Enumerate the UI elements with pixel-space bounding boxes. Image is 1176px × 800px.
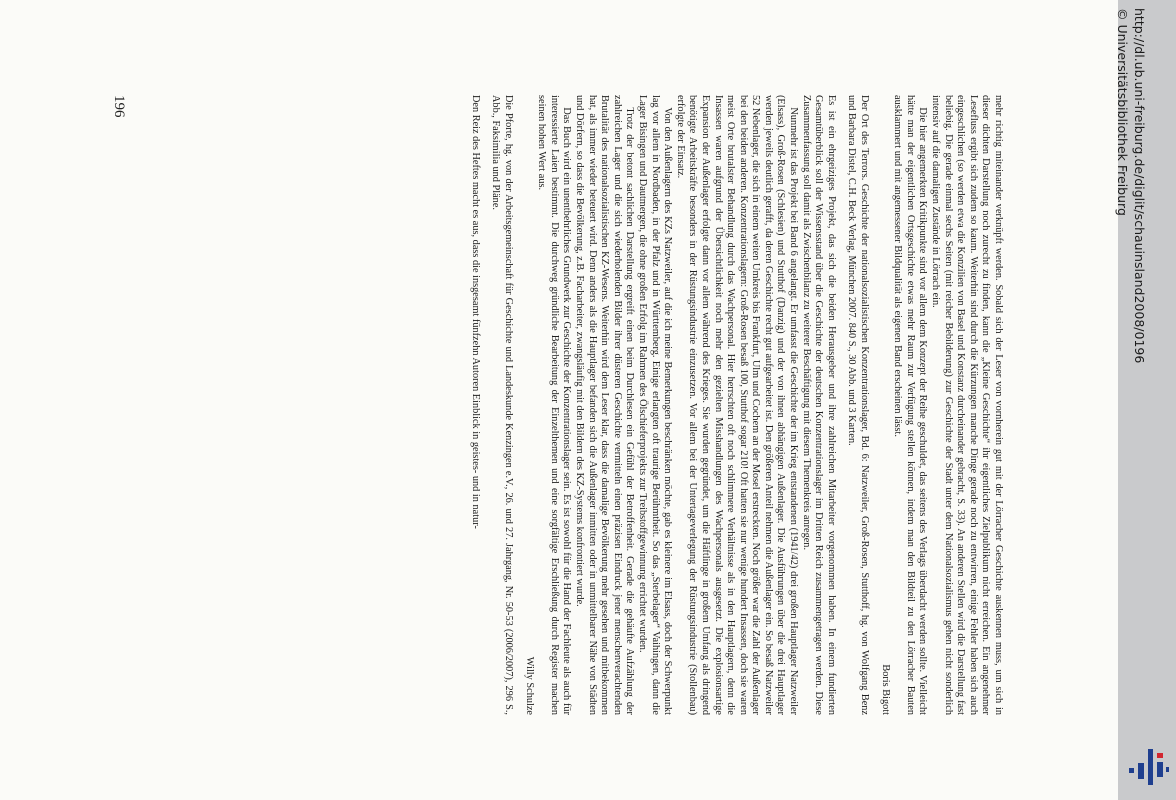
logo-bar-3 <box>1148 749 1153 785</box>
source-url[interactable]: http://dl.ub.uni-freiburg.de/diglit/schauinsland2008/0196 <box>1132 8 1147 364</box>
paragraph: Das Buch wird ein unentbehrliches Grundwerk zur Geschichte der Konzentrationslager sein. Es ist sowohl für die Hand der Fachleute als auch für interessierte Laien bestimmt. Die durchweg gründliche Bearbeitung der Einzelthemen und eine sorgfältige Erschließung durch Register machen seinen hohen Wert aus. <box>536 95 573 715</box>
text-column <box>144 95 1004 715</box>
paragraph: Willy Schulze <box>523 656 535 715</box>
logo-bar-6 <box>1166 767 1169 772</box>
copyright-notice: © Universitätsbibliothek Freiburg <box>1115 8 1130 216</box>
logo-bar-4 <box>1157 762 1163 777</box>
sidebar-text <box>1114 8 1148 793</box>
paragraph: Von den Außenlagern des KZs Natzweiler, auf die ich meine Bemerkungen beschränken möchte, gab es kleinere im Elsass, doch der Schwerpunkt lag vor allem in Nordbaden, in der Pfalz und in Württemberg. Einige erlangten oft traurige Berühmtheit. So das „Sterbelager“ Vaihingen, dann die Lager Bisingen und Dautmergen, die ohne großen Erfolg im Rahmen des Ölschieferprojekts zur Treibstoffgewinnung errichtet wurden. <box>636 95 674 715</box>
logo-bar-1 <box>1129 768 1134 773</box>
paragraph: Der Ort des Terrors. Geschichte der nationalsozialistischen Konzentrationslager, Bd. 6: Natzweiler, Groß-Rosen, Stutthoff, hg. von Wolfgang Benz und Barbara Distel, C.H. Beck Verlag, München 2007. 840 S., 30 Abb. und 3 Karten. <box>846 95 871 715</box>
logo-bar-2 <box>1138 763 1144 779</box>
rotated-page-content <box>104 95 1004 715</box>
paragraph: mehr richtig miteinander verknüpft werden. Sobald sich der Leser von vornherein gut mit der Lörracher Geschichte auskennen muss, um sich in dieser dichten Darstellung noch zurecht zu finden, kann die „Kleine Geschichte“ ihr eigentliches Zielpublikum nicht erreichen. Ein angenehmer Lesefluss ergibt sich zudem so kaum. Weiterhin sind durch die Kürzungen manche Dinge gerade noch zu entwirren, einige Fehler haben sich auch eingeschlichen (so werden etwa die Konzilien von Basel und Konstanz durcheinander gebracht, S. 33). An anderen Stellen wird die Darstellung fast beliebig. Die gerade einmal sechs Seiten (mit reicher Bebilderung) zur Geschichte der Stadt unter dem Nationalsozialismus gehen nicht sonderlich intensiv auf die damaligen Zustände in Lörrach ein. <box>930 95 1004 715</box>
page-number: 196 <box>111 95 127 118</box>
paragraph: Die Pforte, hg. von der Arbeitsgemeinschaft für Geschichte und Landeskunde Kenzingen e.V., 26. und 27. Jahrgang, Nr. 50-53 (2006/2007), 296 S., Abb., Faksimilia und Pläne. <box>490 95 515 715</box>
paragraph: Nunmehr ist das Projekt bei Band 6 angelangt. Er umfasst die Geschichte der im Krieg entstandenen (1941/42) drei großen Hauptlager Natzweiler (Elsass), Groß-Rosen (Schlesien) und Stutthof (Danzig) und der von ihnen abhängigen Außenlager. Die Ausführungen über die drei Hauptlager werden jeweils deutlich gerafft, da deren Geschichte recht gut aufgearbeitet ist. Den größeren Anteil nehmen die Außenlager ein. So besaß Natzweiler 52 Nebenlager, die sich in einem weiten Umkreis bis Frankfurt, Ulm und Cochem an der Mosel erstreckten. Noch größer war die Zahl der Außenlager bei den beiden anderen. Konzentrationslagern: Groß-Rosen besaß 100, Stutthof sogar 210! Oft hatten sie nur wenige hundert Insassen, doch sie waren meist Orte brutalster Behandlung durch das Wachpersonal. Hier herrschten oft noch schlimmere Verhältnisse als in den Hauptlagern, denn die Insassen waren aufgrund der Übersichtlichkeit noch mehr den gezielten Misshandlungen des Wachpersonals ausgesetzt. Die explosionsartige Expansion der Außenlager erfolgte dann vor allem während des Krieges. Sie wurden gegründet, um die Häftlinge in großem Umfang als dringend benötigte Arbeitskräfte besonders in der Rüstungsindustrie einzusetzen. Vor allem bei der Untertageverlegung der Rüstungsindustrie (Stollenbau) erfolgte der Einsatz. <box>674 95 800 715</box>
library-logo-icon <box>1126 745 1170 789</box>
paragraph: Die hier angemerkten Kritikpunkte sind vor allem dem Konzept der Reihe geschuldet, das seitens des Verlags überdacht werden sollte. Vielleicht hätte man der eigentlichen Ortsgeschichte etwas mehr Raum zur Verfügung stellen können, indem man den Bildteil zu den Lörracher Bauten ausklammert und mit angemessener Bildqualität als eigenen Band erscheinen lässt. <box>892 95 929 715</box>
paragraph: Es ist ein ehrgeiziges Projekt, das sich die beiden Herausgeber und ihre zahlreichen Mitarbeiter vorgenommen haben. In einem fundierten Gesamtüberblick soll der Wissensstand über die Geschichte der deutschen Konzentrationslager im Dritten Reich zusammengetragen werden. Diese Zusammenfassung soll damit als Zwischenbilanz zu weiterer Beschäftigung mit diesem Themenkreis anregen. <box>800 95 837 715</box>
paragraph: Den Reiz des Heftes macht es aus, dass die insgesamt fünfzehn Autoren Einblick in geistes- und in natur- <box>469 95 481 529</box>
paragraph: Boris Bigott <box>879 664 891 715</box>
logo-bar-5 <box>1157 753 1163 758</box>
paragraph: Trotz der betont sachlichen Darstellung ergreift einen beim Durchlesen ein Gefühl der Betroffenheit. Gerade die gehäufte Aufzählung der zahlreichen Lager und die sich wiederholenden Bilder ihrer düsteren Geschichte vermitteln einen präzisen Eindruck jener menschenverachtenden Brutalität des nationalsozialistischen KZ-Wesens. Weiterhin wird dem Leser klar, dass die damalige Bevölkerung mehr gesehen und mitbekommen hat, als immer wieder beteuert wird. Denn anders als die Hauptlager befanden sich die Außenlager inmitten oder in unmittelbarer Nähe von Städten und Dörfern, so dass die Bevölkerung, z.B. Facharbeiter, zwangsläufig mit den Bildern des KZ-Systems konfrontiert wurde. <box>574 95 636 715</box>
